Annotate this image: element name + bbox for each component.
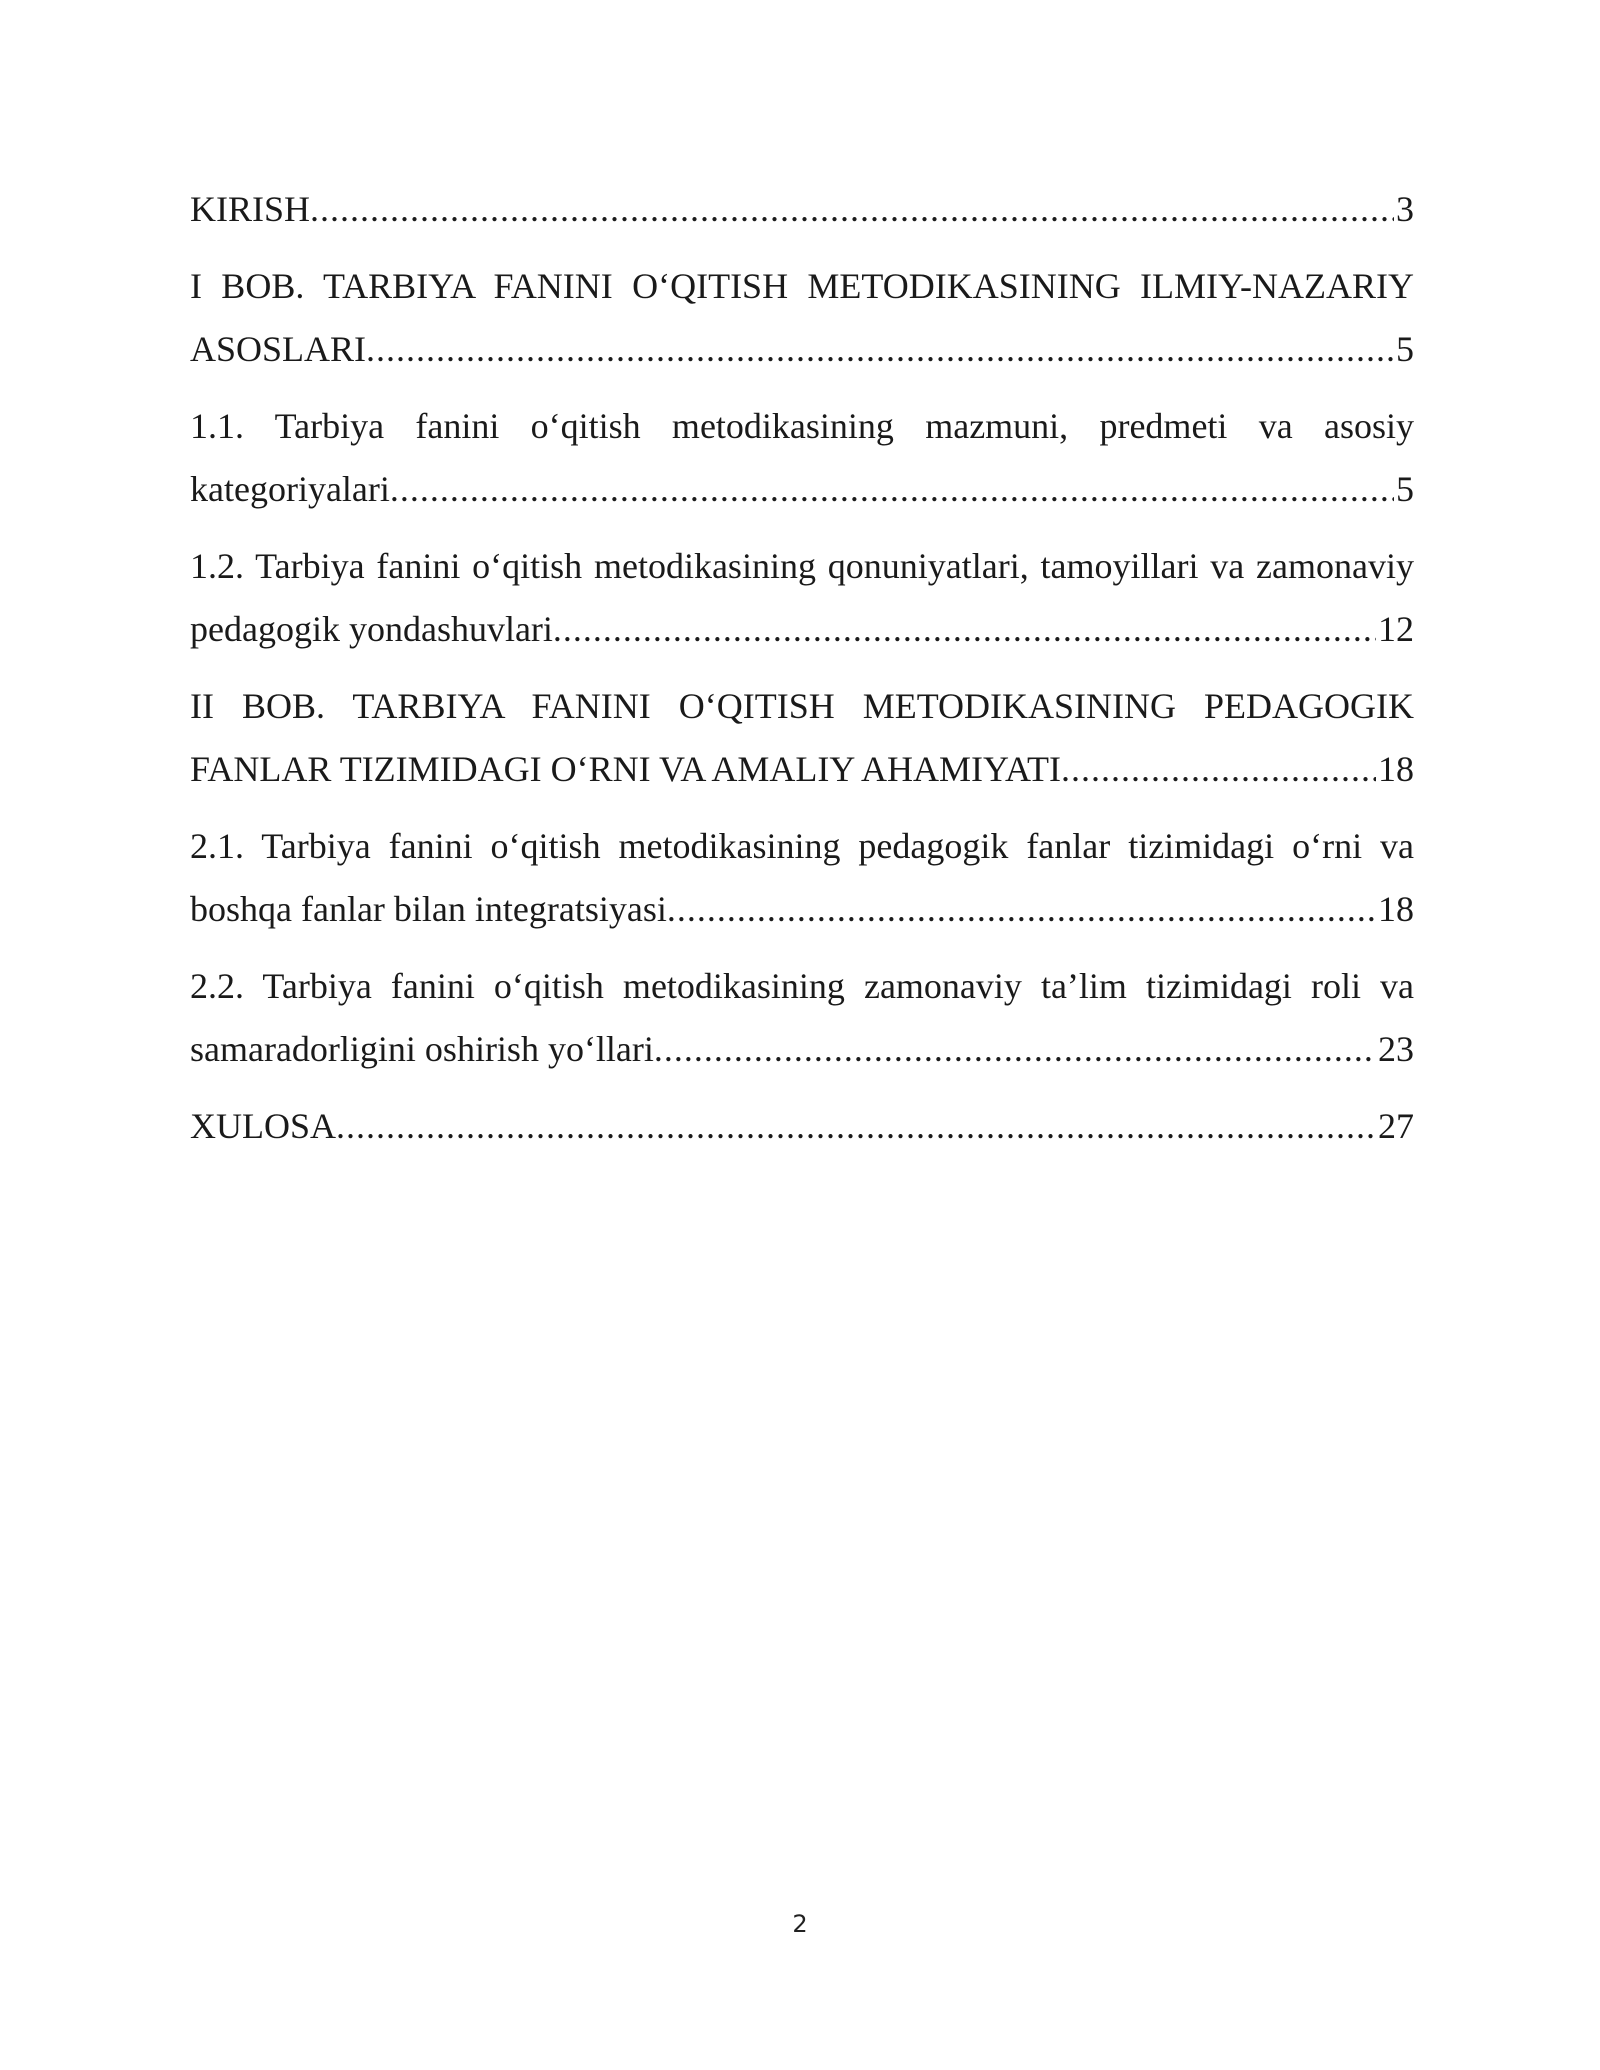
toc-page-number: 12: [1378, 609, 1414, 649]
toc-line: [190, 878, 1414, 941]
toc-entry-xulosa: [190, 1095, 1414, 1158]
toc-page-number: 5: [1396, 469, 1414, 509]
toc-entry-label: FANLAR TIZIMIDAGI O‘RNI VA AMALIY AHAMIYATI: [190, 749, 1061, 789]
dot-leader: [654, 1018, 1376, 1081]
toc-entry-section-1-1: [190, 395, 1414, 521]
toc-entry-label: kategoriyalari: [190, 469, 390, 509]
toc-line: [190, 1018, 1414, 1081]
toc-entry-label: KIRISH: [190, 189, 311, 229]
toc-entry-label: samaradorligini oshirish yo‘llari: [190, 1029, 654, 1069]
toc-page-number: 27: [1378, 1106, 1414, 1146]
toc-line: [190, 738, 1414, 801]
toc-entry-line: 1.2. Tarbiya fanini o‘qitish metodikasining qonuniyatlari, tamoyillari va zamonaviy: [190, 546, 1414, 586]
toc-entry-line: I BOB. TARBIYA FANINI O‘QITISH METODIKASINING ILMIY-NAZARIY: [190, 266, 1414, 306]
page-number: 2: [792, 1910, 808, 1938]
toc-entry-label: ASOSLARI: [190, 329, 367, 369]
toc-line: [190, 318, 1414, 381]
toc-entry-line: II BOB. TARBIYA FANINI O‘QITISH METODIKASINING PEDAGOGIK: [190, 686, 1414, 726]
toc-entry-label: pedagogik yondashuvlari: [190, 609, 553, 649]
toc-entry-chapter-2: [190, 675, 1414, 801]
dot-leader: [310, 178, 1394, 241]
toc-line: [190, 598, 1414, 661]
toc-page-number: 18: [1378, 749, 1414, 789]
toc-entry-chapter-1: [190, 255, 1414, 381]
toc-entry-kirish: [190, 178, 1414, 241]
dot-leader: [336, 1095, 1376, 1158]
toc-entry-line: 2.1. Tarbiya fanini o‘qitish metodikasining pedagogik fanlar tizimidagi o‘rni va: [190, 826, 1414, 866]
toc-entry-line: 1.1. Tarbiya fanini o‘qitish metodikasining mazmuni, predmeti va asosiy: [190, 406, 1414, 446]
toc-entry-section-2-2: [190, 955, 1414, 1081]
table-of-contents: [190, 178, 1414, 1172]
toc-entry-section-2-1: [190, 815, 1414, 941]
toc-entry-label: boshqa fanlar bilan integratsiyasi: [190, 889, 667, 929]
toc-entry-label: XULOSA: [190, 1106, 337, 1146]
toc-line: [190, 1095, 1414, 1158]
toc-line: [190, 458, 1414, 521]
dot-leader: [667, 878, 1376, 941]
dot-leader: [553, 598, 1376, 661]
toc-page-number: 5: [1396, 329, 1414, 369]
toc-entry-line: 2.2. Tarbiya fanini o‘qitish metodikasining zamonaviy ta’lim tizimidagi roli va: [190, 966, 1414, 1006]
dot-leader: [366, 318, 1394, 381]
toc-page-number: 18: [1378, 889, 1414, 929]
dot-leader: [390, 458, 1394, 521]
toc-entry-section-1-2: [190, 535, 1414, 661]
toc-line: [190, 178, 1414, 241]
dot-leader: [1061, 738, 1376, 801]
toc-page-number: 3: [1396, 189, 1414, 229]
toc-page-number: 23: [1378, 1029, 1414, 1069]
